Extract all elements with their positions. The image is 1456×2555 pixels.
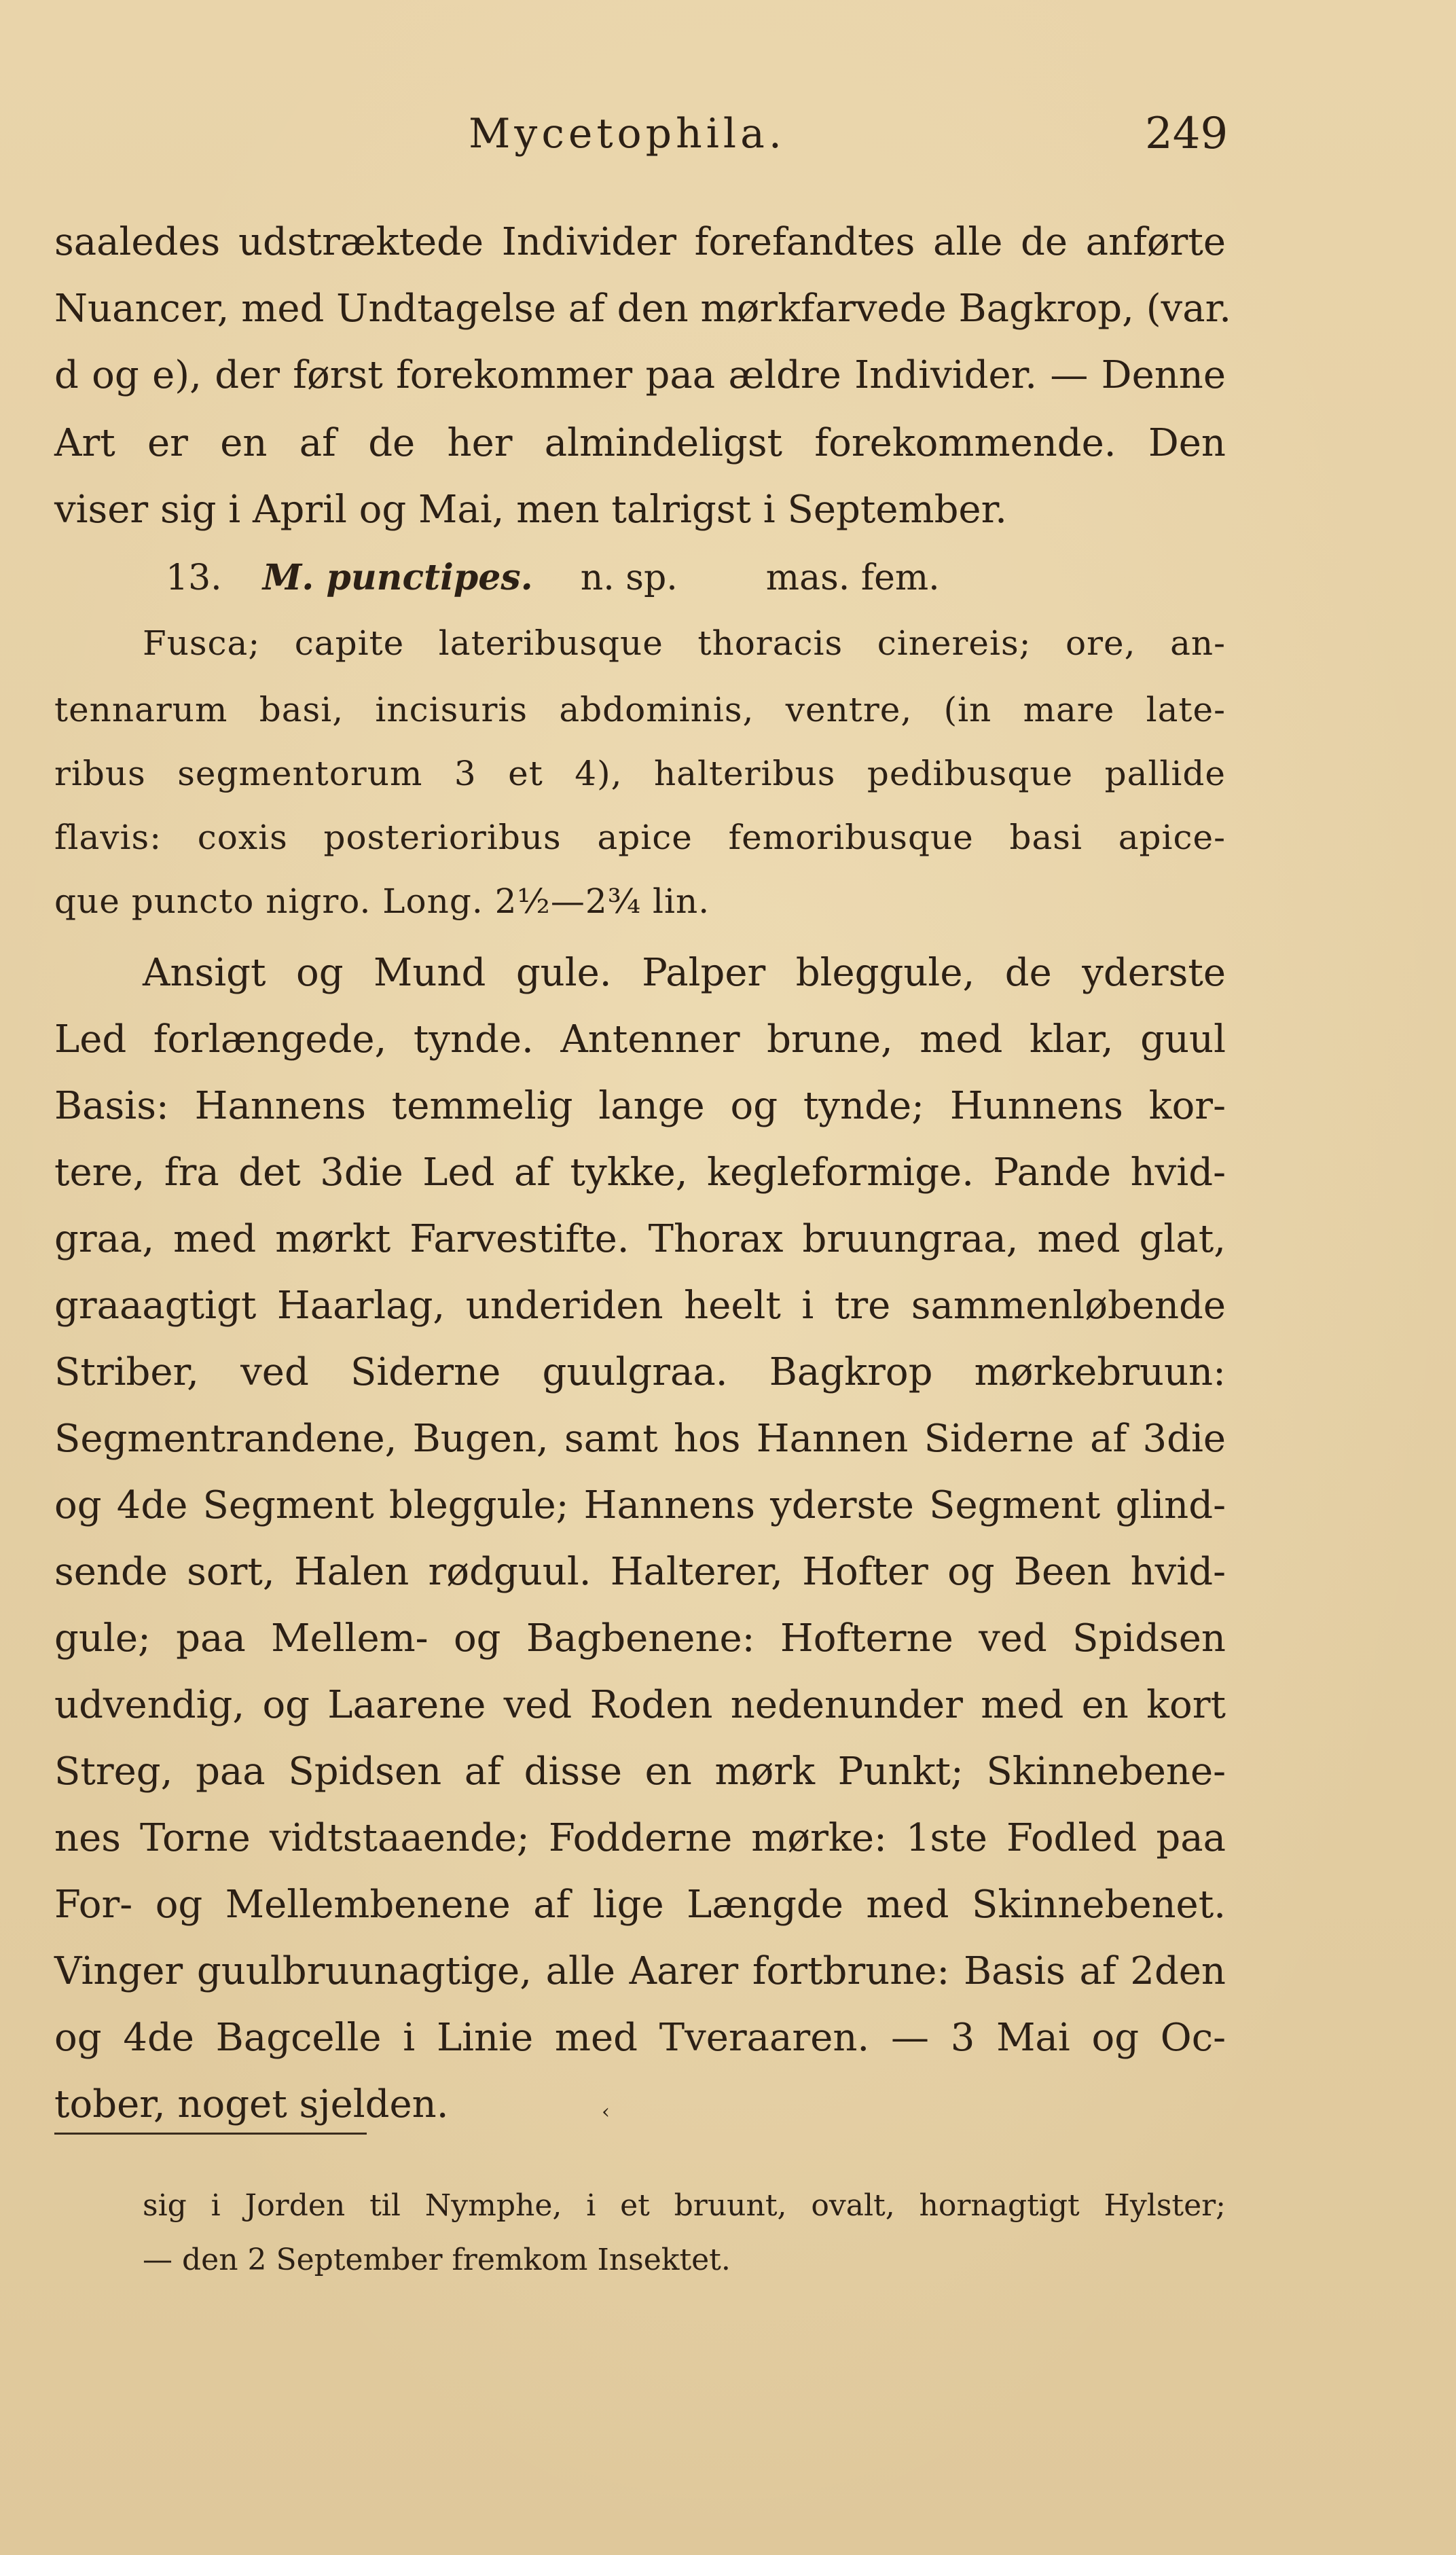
footnote-line: sig i Jorden til Nymphe, i et bruunt, ovalt, hornagtigt Hylster; [143, 2188, 1226, 2223]
latin-line: Fusca; capite lateribusque thoracis cinereis; ore, an- [143, 623, 1226, 663]
text-line: d og e), der først forekommer paa ældre Individer. — Denne [54, 353, 1226, 397]
text-line: Segmentrandene, Bugen, samt hos Hannen Siderne af 3die [54, 1417, 1226, 1461]
latin-line: flavis: coxis posterioribus apice femoribusque basi apice- [54, 818, 1226, 857]
text-line: Nuancer, med Undtagelse af den mørkfarvede Bagkrop, (var. [54, 287, 1231, 331]
text-line: og 4de Bagcelle i Linie med Tveraaren. — 3 Mai og Oc- [54, 2016, 1226, 2060]
text-line: Vinger guulbruunagtige, alle Aarer fortbrune: Basis af 2den [54, 1949, 1226, 1993]
text-line: og 4de Segment bleggule; Hannens yderste Segment glind- [54, 1483, 1226, 1527]
text-line: udvendig, og Laarene ved Roden nedenunder med en kort [54, 1683, 1226, 1727]
latin-line: tennarum basi, incisuris abdominis, ventre, (in mare late- [54, 690, 1226, 729]
text-line: tober, noget sjelden. [54, 2082, 449, 2126]
stray-mark: ‹ [602, 2100, 610, 2124]
footnote-rule [54, 2133, 367, 2135]
text-line: graaagtigt Haarlag, underiden heelt i tre sammenløbende [54, 1284, 1226, 1328]
text-line: tere, fra det 3die Led af tykke, kegleformige. Pande hvid- [54, 1150, 1226, 1195]
running-head-title: Mycetophila. [469, 110, 786, 158]
text-line: Basis: Hannens temmelig lange og tynde; Hunnens kor- [54, 1084, 1226, 1128]
text-line: Striber, ved Siderne guulgraa. Bagkrop mørkebruun: [54, 1350, 1226, 1394]
text-line: viser sig i April og Mai, men talrigst i September. [54, 488, 1007, 532]
latin-line: ribus segmentorum 3 et 4), halteribus pedibusque pallide [54, 754, 1226, 793]
text-line: graa, med mørkt Farvestifte. Thorax bruungraa, med glat, [54, 1217, 1226, 1261]
species-number: 13. [166, 558, 222, 598]
species-name: M. punctipes. [262, 557, 533, 598]
species-status: n. sp. [580, 558, 678, 598]
text-line: For- og Mellembenene af lige Længde med Skinnebenet. [54, 1883, 1226, 1927]
text-line: Ansigt og Mund gule. Palper bleggule, de yderste [143, 951, 1226, 995]
footnote-line: — den 2 September fremkom Insektet. [143, 2243, 731, 2277]
text-line: saaledes udstræktede Individer forefandtes alle de anførte [54, 220, 1226, 264]
latin-line: que puncto nigro. Long. 2½—2¾ lin. [54, 882, 710, 921]
text-line: Led forlængede, tynde. Antenner brune, med klar, guul [54, 1017, 1226, 1062]
species-sex: mas. fem. [765, 558, 940, 598]
page-number: 249 [1145, 109, 1228, 159]
text-line: nes Torne vidtstaaende; Fodderne mørke: 1ste Fodled paa [54, 1816, 1226, 1860]
species-heading [166, 557, 940, 598]
text-line: sende sort, Halen rødguul. Halterer, Hofter og Been hvid- [54, 1550, 1226, 1594]
text-line: gule; paa Mellem- og Bagbenene: Hofterne ved Spidsen [54, 1616, 1226, 1661]
text-line: Streg, paa Spidsen af disse en mørk Punkt; Skinnebene- [54, 1750, 1226, 1794]
text-line: Art er en af de her almindeligst forekommende. Den [54, 421, 1226, 465]
